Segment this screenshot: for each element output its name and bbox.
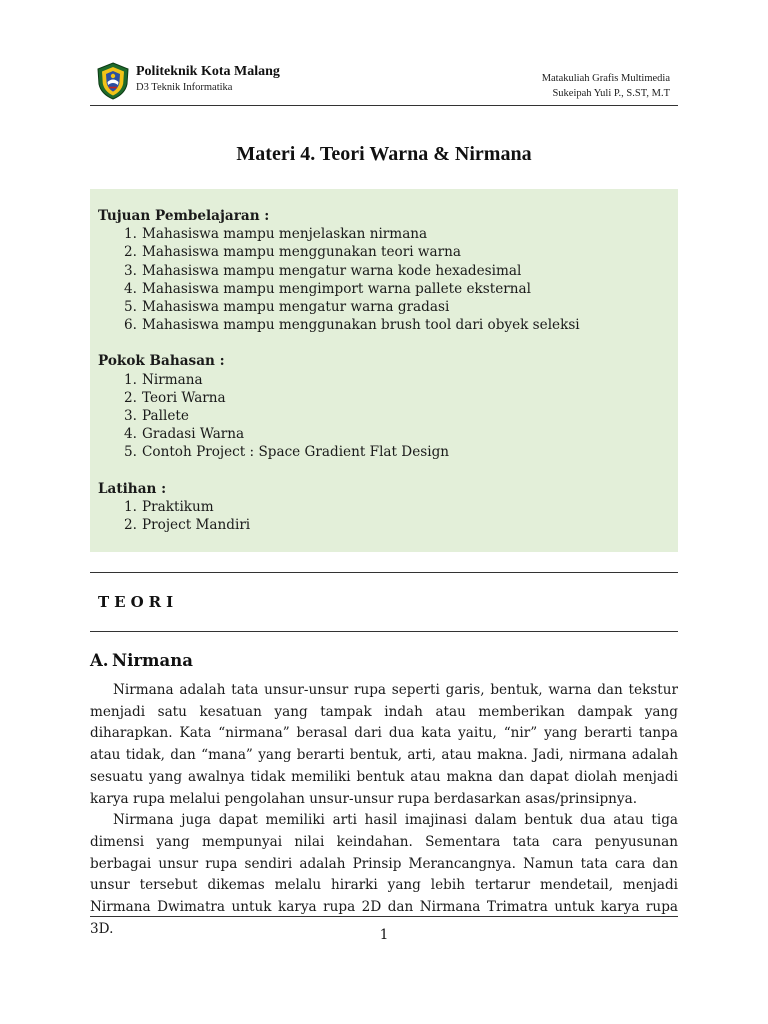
page-number: 1 xyxy=(379,927,389,943)
list-item xyxy=(124,280,678,298)
list-text: Nirmana xyxy=(142,371,203,388)
latihan-list xyxy=(98,498,678,534)
list-text: Mahasiswa mampu mengatur warna gradasi xyxy=(142,299,450,316)
institution-block xyxy=(136,64,280,95)
list-text: Project Mandiri xyxy=(142,517,251,534)
list-item xyxy=(124,498,678,516)
list-item xyxy=(124,516,678,534)
list-number: 2. xyxy=(124,244,137,261)
section-heading xyxy=(90,651,193,670)
list-number: 4. xyxy=(124,280,137,297)
teori-divider-top xyxy=(90,572,678,573)
teori-heading: TEORI xyxy=(98,593,179,611)
footer-divider xyxy=(90,916,678,917)
list-number: 3. xyxy=(124,408,137,425)
list-text: Mahasiswa mampu menggunakan brush tool dari obyek seleksi xyxy=(142,317,580,334)
list-item xyxy=(124,262,678,280)
section-title: Nirmana xyxy=(112,651,193,670)
list-number: 5. xyxy=(124,299,137,316)
list-text: Mahasiswa mampu mengimport warna pallete eksternal xyxy=(142,280,531,297)
teori-divider-bottom xyxy=(90,631,678,632)
latihan-label: Latihan : xyxy=(98,480,167,497)
list-text: Contoh Project : Space Gradient Flat Design xyxy=(142,444,450,461)
list-text: Gradasi Warna xyxy=(142,426,245,443)
institution-name: Politeknik Kota Malang xyxy=(136,64,280,79)
list-text: Mahasiswa mampu mengatur warna kode hexadesimal xyxy=(142,262,522,279)
list-number: 1. xyxy=(124,371,137,388)
emblem-logo-icon xyxy=(96,62,130,100)
list-item xyxy=(124,316,678,334)
list-text: Mahasiswa mampu menjelaskan nirmana xyxy=(142,226,428,243)
list-number: 2. xyxy=(124,517,137,534)
list-item xyxy=(124,443,678,461)
list-number: 1. xyxy=(124,498,137,515)
list-number: 5. xyxy=(124,444,137,461)
department-name: D3 Teknik Informatika xyxy=(136,82,233,93)
header-divider xyxy=(90,105,678,106)
list-number: 2. xyxy=(124,389,137,406)
paragraph: Nirmana adalah tata unsur-unsur rupa seperti garis, bentuk, warna dan tekstur menjadi satu kesatuan yang tampak indah atau memberikan dampak yang diharapkan. Kata “nirmana” berasal dari dua kata yaitu, “nir” yang berarti tanpa atau tidak, dan “mana” yang berarti bentuk, arti, atau makna. Jadi, nirmana adalah sesuatu yang awalnya tidak memiliki bentuk atau makna dan dapat diolah menjadi karya rupa melalui pengolahan unsur-unsur rupa berdasarkan asas/prinsipnya. xyxy=(90,682,678,807)
list-item xyxy=(124,407,678,425)
list-number: 1. xyxy=(124,226,137,243)
course-name: Matakuliah Grafis Multimedia xyxy=(541,73,670,84)
paragraph: Nirmana juga dapat memiliki arti hasil imajinasi dalam bentuk dua atau tiga dimensi yang mempunyai nilai keindahan. Sementara tata cara penyusunan berbagai unsur rupa sendiri adalah Prinsip Merancangnya. Namun tata cara dan unsur tersebut dikemas melalu hirarki yang lebih tertarur mendetail, menjadi Nirmana Dwimatra untuk karya rupa 2D dan Nirmana Trimatra untuk karya rupa 3D. xyxy=(90,812,678,937)
list-item xyxy=(124,425,678,443)
list-item xyxy=(124,243,678,261)
tujuan-label: Tujuan Pembelajaran : xyxy=(98,208,270,224)
page-header xyxy=(90,60,678,106)
page-title: Materi 4. Teori Warna & Nirmana xyxy=(236,143,532,165)
lecturer-name: Sukeipah Yuli P., S.ST, M.T xyxy=(552,88,670,99)
list-number: 3. xyxy=(124,262,137,279)
list-text: Mahasiswa mampu menggunakan teori warna xyxy=(142,244,461,261)
pokok-label: Pokok Bahasan : xyxy=(98,353,225,370)
list-number: 6. xyxy=(124,317,137,334)
tujuan-list xyxy=(98,225,678,334)
pokok-list xyxy=(98,371,678,462)
section-body xyxy=(90,680,678,940)
list-item xyxy=(124,371,678,389)
list-number: 4. xyxy=(124,426,137,443)
list-item xyxy=(124,225,678,243)
list-item xyxy=(124,389,678,407)
list-item xyxy=(124,298,678,316)
list-text: Praktikum xyxy=(142,498,214,515)
list-text: Pallete xyxy=(142,408,189,425)
learning-objectives-box xyxy=(90,189,678,552)
list-text: Teori Warna xyxy=(142,389,226,406)
section-letter: A. xyxy=(90,651,109,670)
course-info xyxy=(542,71,670,101)
